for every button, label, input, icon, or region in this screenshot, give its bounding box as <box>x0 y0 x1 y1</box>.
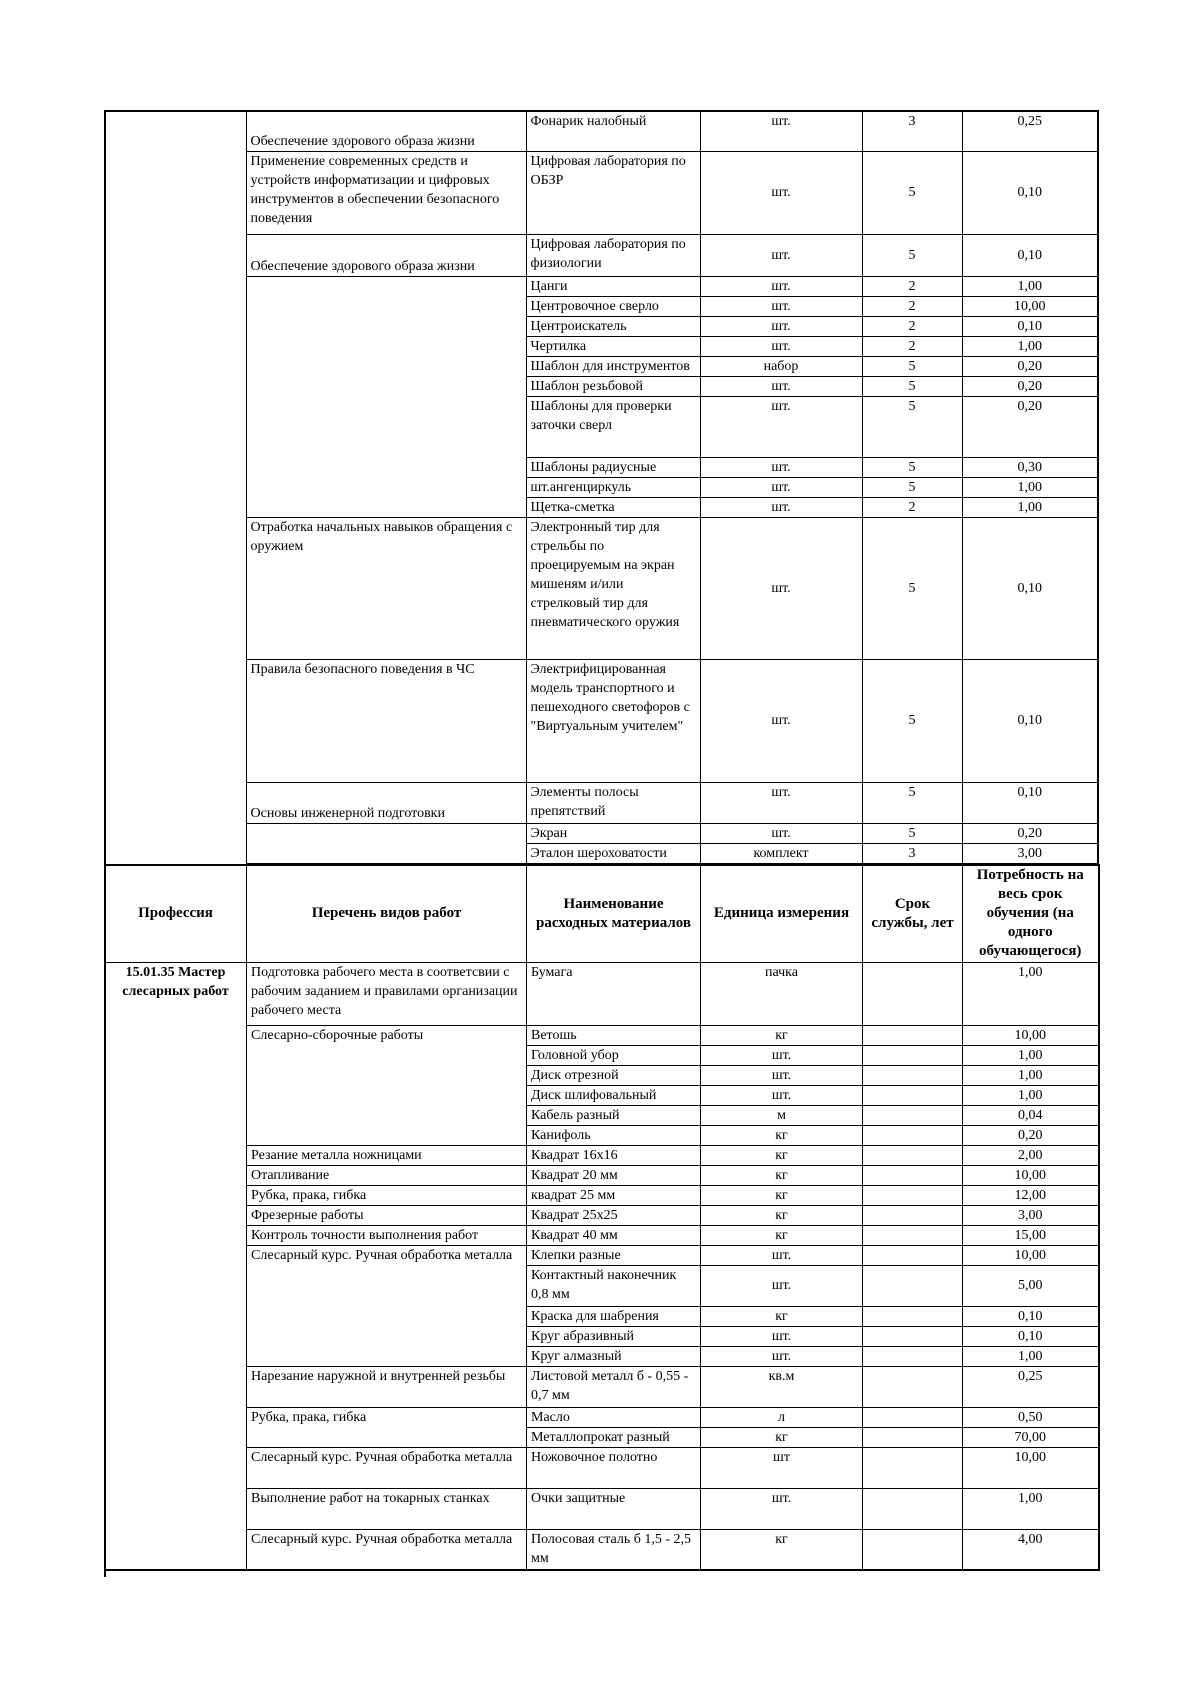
work-cell: Основы инженерной подготовки <box>246 782 526 823</box>
table-row <box>105 1185 1099 1205</box>
table-row <box>105 1145 1099 1165</box>
life-cell: 2 <box>862 276 962 296</box>
life-cell: 5 <box>862 457 962 477</box>
work-cell: Рубка, прака, гибка <box>247 1407 527 1447</box>
item-cell: Квадрат 20 мм <box>527 1165 701 1185</box>
life-cell-empty <box>863 1245 963 1265</box>
life-cell-empty <box>863 1488 963 1529</box>
unit-cell: кв.м <box>701 1366 863 1407</box>
life-cell: 5 <box>862 517 962 659</box>
qty-cell: 0,04 <box>963 1105 1099 1125</box>
unit-cell: кг <box>701 1529 863 1570</box>
life-cell-empty <box>863 1045 963 1065</box>
table-row <box>105 1407 1099 1427</box>
qty-cell: 0,30 <box>962 457 1098 477</box>
unit-cell: шт. <box>700 782 862 823</box>
table-row <box>105 962 1099 1025</box>
table-header-row <box>105 865 1099 962</box>
unit-cell: шт. <box>700 111 862 151</box>
qty-cell: 3,00 <box>963 1205 1099 1225</box>
unit-cell: шт. <box>701 1045 863 1065</box>
life-cell-empty <box>863 1145 963 1165</box>
unit-cell: кг <box>701 1185 863 1205</box>
item-cell: Шаблон для инструментов <box>526 356 700 376</box>
unit-cell: кг <box>701 1025 863 1045</box>
qty-cell: 0,20 <box>962 396 1098 457</box>
unit-cell: шт. <box>701 1326 863 1346</box>
qty-cell: 4,00 <box>963 1529 1099 1570</box>
header-unit: Единица измерения <box>701 865 863 962</box>
qty-cell: 10,00 <box>963 1447 1099 1488</box>
life-cell: 3 <box>862 111 962 151</box>
unit-cell: шт. <box>700 296 862 316</box>
table-row <box>104 276 1098 296</box>
life-cell-empty <box>863 1265 963 1306</box>
table-row <box>104 111 1098 151</box>
unit-cell: шт. <box>701 1065 863 1085</box>
qty-cell: 1,00 <box>962 336 1098 356</box>
item-cell: Краска для шабрения <box>527 1306 701 1326</box>
work-cell-empty <box>246 276 526 517</box>
item-cell: Шаблоны радиусные <box>526 457 700 477</box>
qty-cell: 0,50 <box>963 1407 1099 1427</box>
item-cell: Шаблоны для проверки заточки сверл <box>526 396 700 457</box>
item-cell: Электронный тир для стрельбы по проецируемым на экран мишеням и/или стрелковый тир для пневматического оружия <box>526 517 700 659</box>
item-cell: Круг алмазный <box>527 1346 701 1366</box>
qty-cell: 0,10 <box>962 659 1098 782</box>
item-cell: Бумага <box>527 962 701 1025</box>
table-row <box>105 1488 1099 1529</box>
table-row <box>105 1225 1099 1245</box>
equipment-table-continued <box>104 110 1099 864</box>
table-row <box>105 1165 1099 1185</box>
item-cell: Цанги <box>526 276 700 296</box>
item-cell: Листовой металл б - 0,55 - 0,7 мм <box>527 1366 701 1407</box>
item-cell: Щетка-сметка <box>526 497 700 517</box>
life-cell: 5 <box>862 782 962 823</box>
item-cell: Чертилка <box>526 336 700 356</box>
work-cell: Рубка, прака, гибка <box>247 1185 527 1205</box>
qty-cell: 1,00 <box>962 477 1098 497</box>
work-cell: Слесарный курс. Ручная обработка металла <box>247 1245 527 1366</box>
item-cell: Контактный наконечник 0,8 мм <box>527 1265 701 1306</box>
work-cell: Контроль точности выполнения работ <box>247 1225 527 1245</box>
item-cell: шт.ангенциркуль <box>526 477 700 497</box>
item-cell: Центроискатель <box>526 316 700 336</box>
life-cell-empty <box>863 1306 963 1326</box>
qty-cell: 1,00 <box>963 1065 1099 1085</box>
unit-cell: набор <box>700 356 862 376</box>
qty-cell: 1,00 <box>962 276 1098 296</box>
work-cell: Слесарно-сборочные работы <box>247 1025 527 1145</box>
header-materials: Наименование расходных материалов <box>527 865 701 962</box>
life-cell: 2 <box>862 336 962 356</box>
life-cell: 5 <box>862 151 962 234</box>
unit-cell: шт. <box>701 1488 863 1529</box>
consumables-table <box>104 864 1100 1571</box>
qty-cell: 1,00 <box>963 1488 1099 1529</box>
work-cell: Подготовка рабочего места в соответсвии с рабочим заданием и правилами организации рабочего места <box>247 962 527 1025</box>
item-cell: Элементы полосы препятствий <box>526 782 700 823</box>
item-cell: Диск шлифовальный <box>527 1085 701 1105</box>
life-cell: 5 <box>862 234 962 276</box>
unit-cell: л <box>701 1407 863 1427</box>
unit-cell: шт. <box>700 517 862 659</box>
table-row <box>104 234 1098 276</box>
table-row <box>105 1245 1099 1265</box>
qty-cell: 0,20 <box>963 1125 1099 1145</box>
item-cell: Электрифицированная модель транспортного и пешеходного светофоров с "Виртуальным учителем" <box>526 659 700 782</box>
life-cell-empty <box>863 1346 963 1366</box>
life-cell: 5 <box>862 823 962 843</box>
life-cell-empty <box>863 1185 963 1205</box>
table-row <box>104 517 1098 659</box>
unit-cell: шт. <box>700 823 862 843</box>
item-cell: Канифоль <box>527 1125 701 1145</box>
item-cell: Головной убор <box>527 1045 701 1065</box>
unit-cell: шт. <box>700 659 862 782</box>
item-cell: Клепки разные <box>527 1245 701 1265</box>
unit-cell: шт. <box>700 497 862 517</box>
unit-cell: пачка <box>701 962 863 1025</box>
item-cell: Центровочное сверло <box>526 296 700 316</box>
life-cell: 5 <box>862 356 962 376</box>
life-cell-empty <box>863 1065 963 1085</box>
qty-cell: 0,10 <box>962 782 1098 823</box>
table-row <box>105 1366 1099 1407</box>
item-cell: Ножовочное полотно <box>527 1447 701 1488</box>
work-cell-empty <box>246 823 526 863</box>
work-cell: Обеспечение здорового образа жизни <box>246 111 526 151</box>
work-cell: Резание металла ножницами <box>247 1145 527 1165</box>
unit-cell: шт. <box>700 477 862 497</box>
qty-cell: 0,10 <box>962 316 1098 336</box>
qty-cell: 0,10 <box>962 517 1098 659</box>
item-cell: квадрат 25 мм <box>527 1185 701 1205</box>
item-cell: Квадрат 25х25 <box>527 1205 701 1225</box>
work-cell: Выполнение работ на токарных станках <box>247 1488 527 1529</box>
work-cell: Обеспечение здорового образа жизни <box>246 234 526 276</box>
unit-cell: кг <box>701 1205 863 1225</box>
life-cell-empty <box>863 1447 963 1488</box>
table-row <box>104 782 1098 823</box>
unit-cell: шт. <box>701 1245 863 1265</box>
unit-cell: шт. <box>701 1085 863 1105</box>
header-profession: Профессия <box>105 865 247 962</box>
life-cell-empty <box>863 1205 963 1225</box>
qty-cell: 0,10 <box>963 1326 1099 1346</box>
item-cell: Масло <box>527 1407 701 1427</box>
table-row <box>105 1447 1099 1488</box>
work-cell: Слесарный курс. Ручная обработка металла <box>247 1447 527 1488</box>
life-cell-empty <box>863 1125 963 1145</box>
unit-cell: комплект <box>700 843 862 863</box>
unit-cell: шт. <box>700 316 862 336</box>
qty-cell: 1,00 <box>963 1085 1099 1105</box>
work-cell: Отработка начальных навыков обращения с оружием <box>246 517 526 659</box>
qty-cell: 0,10 <box>962 234 1098 276</box>
unit-cell: кг <box>701 1306 863 1326</box>
unit-cell: шт. <box>700 336 862 356</box>
work-cell: Применение современных средств и устройств информатизации и цифровых инструментов в обеспечении безопасного поведения <box>246 151 526 234</box>
life-cell-empty <box>863 1529 963 1570</box>
table-row <box>104 151 1098 234</box>
unit-cell: шт. <box>700 457 862 477</box>
unit-cell: шт <box>701 1447 863 1488</box>
qty-cell: 0,25 <box>962 111 1098 151</box>
life-cell-empty <box>863 1427 963 1447</box>
life-cell: 5 <box>862 396 962 457</box>
qty-cell: 70,00 <box>963 1427 1099 1447</box>
life-cell: 2 <box>862 497 962 517</box>
item-cell: Диск отрезной <box>527 1065 701 1085</box>
life-cell-empty <box>863 962 963 1025</box>
item-cell: Очки защитные <box>527 1488 701 1529</box>
qty-cell: 0,10 <box>962 151 1098 234</box>
item-cell: Квадрат 16х16 <box>527 1145 701 1165</box>
work-cell: Слесарный курс. Ручная обработка металла <box>247 1529 527 1570</box>
table-row <box>105 1025 1099 1045</box>
unit-cell: кг <box>701 1125 863 1145</box>
qty-cell: 0,10 <box>963 1306 1099 1326</box>
life-cell: 2 <box>862 296 962 316</box>
unit-cell: кг <box>701 1427 863 1447</box>
qty-cell: 0,25 <box>963 1366 1099 1407</box>
qty-cell: 1,00 <box>963 1045 1099 1065</box>
qty-cell: 1,00 <box>962 497 1098 517</box>
qty-cell: 0,20 <box>962 376 1098 396</box>
work-cell: Правила безопасного поведения в ЧС <box>246 659 526 782</box>
table-row <box>104 823 1098 843</box>
life-cell: 2 <box>862 316 962 336</box>
qty-cell: 0,20 <box>962 823 1098 843</box>
header-works: Перечень видов работ <box>247 865 527 962</box>
life-cell-empty <box>863 1366 963 1407</box>
life-cell: 5 <box>862 477 962 497</box>
qty-cell: 0,20 <box>962 356 1098 376</box>
table-row <box>104 659 1098 782</box>
qty-cell: 15,00 <box>963 1225 1099 1245</box>
work-cell: Фрезерные работы <box>247 1205 527 1225</box>
header-life: Срок службы, лет <box>863 865 963 962</box>
life-cell-empty <box>863 1105 963 1125</box>
item-cell: Шаблон резьбовой <box>526 376 700 396</box>
qty-cell: 10,00 <box>963 1245 1099 1265</box>
header-need: Потребность на весь срок обучения (на одного обучающегося) <box>963 865 1099 962</box>
unit-cell: кг <box>701 1165 863 1185</box>
unit-cell: кг <box>701 1145 863 1165</box>
work-cell: Отапливание <box>247 1165 527 1185</box>
unit-cell: шт. <box>700 234 862 276</box>
qty-cell: 12,00 <box>963 1185 1099 1205</box>
item-cell: Круг абразивный <box>527 1326 701 1346</box>
unit-cell: кг <box>701 1225 863 1245</box>
table-row <box>105 1529 1099 1570</box>
unit-cell: м <box>701 1105 863 1125</box>
qty-cell: 1,00 <box>963 1346 1099 1366</box>
item-cell: Кабель разный <box>527 1105 701 1125</box>
work-cell: Нарезание наружной и внутренней резьбы <box>247 1366 527 1407</box>
life-cell-empty <box>863 1025 963 1045</box>
unit-cell: шт. <box>701 1346 863 1366</box>
unit-cell: шт. <box>700 151 862 234</box>
life-cell-empty <box>863 1165 963 1185</box>
life-cell-empty <box>863 1225 963 1245</box>
qty-cell: 2,00 <box>963 1145 1099 1165</box>
unit-cell: шт. <box>700 376 862 396</box>
unit-cell: шт. <box>700 276 862 296</box>
item-cell: Ветошь <box>527 1025 701 1045</box>
profession-cell: 15.01.35 Мастер слесарных работ <box>105 962 247 1570</box>
life-cell: 5 <box>862 659 962 782</box>
item-cell: Полосовая сталь б 1,5 - 2,5 мм <box>527 1529 701 1570</box>
item-cell: Эталон шероховатости <box>526 843 700 863</box>
life-cell-empty <box>863 1085 963 1105</box>
life-cell: 3 <box>862 843 962 863</box>
qty-cell: 10,00 <box>962 296 1098 316</box>
qty-cell: 3,00 <box>962 843 1098 863</box>
life-cell-empty <box>863 1326 963 1346</box>
item-cell: Фонарик налобный <box>526 111 700 151</box>
qty-cell: 10,00 <box>963 1025 1099 1045</box>
unit-cell: шт. <box>700 396 862 457</box>
item-cell: Цифровая лаборатория по ОБЗР <box>526 151 700 234</box>
unit-cell: шт. <box>701 1265 863 1306</box>
table-row <box>105 1205 1099 1225</box>
item-cell: Квадрат 40 мм <box>527 1225 701 1245</box>
life-cell-empty <box>863 1407 963 1427</box>
item-cell: Экран <box>526 823 700 843</box>
item-cell: Металлопрокат разный <box>527 1427 701 1447</box>
qty-cell: 1,00 <box>963 962 1099 1025</box>
life-cell: 5 <box>862 376 962 396</box>
item-cell: Цифровая лаборатория по физиологии <box>526 234 700 276</box>
profession-cell-empty <box>104 111 246 863</box>
qty-cell: 10,00 <box>963 1165 1099 1185</box>
qty-cell: 5,00 <box>963 1265 1099 1306</box>
